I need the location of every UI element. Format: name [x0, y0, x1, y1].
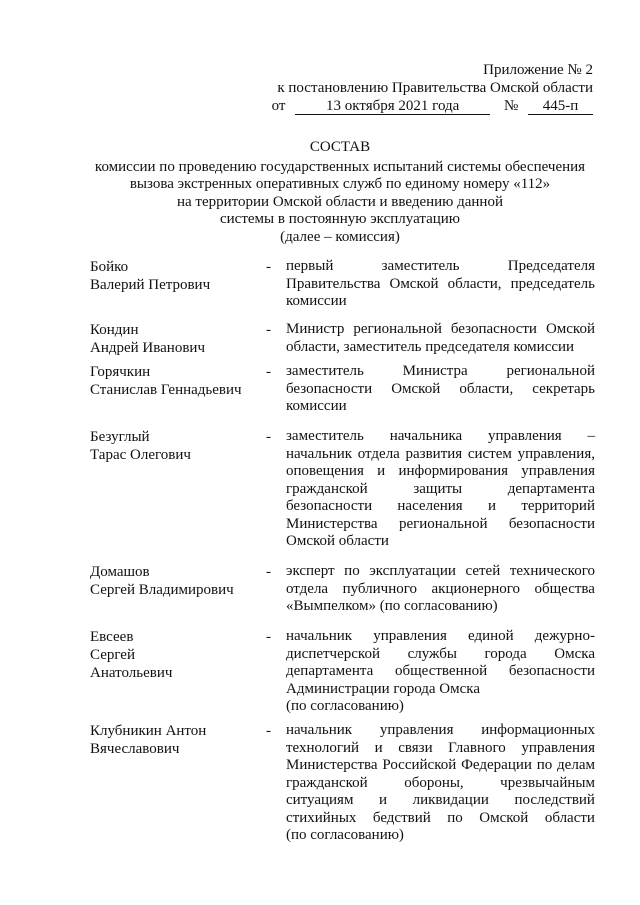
- member-dash: -: [266, 364, 271, 380]
- role-word: Омской: [545, 321, 595, 337]
- member-name: Безуглый Тарас Олегович: [90, 429, 191, 463]
- role-word: диспетчерской: [286, 645, 380, 662]
- role-word: заместитель: [286, 363, 364, 379]
- role-word: управления,: [517, 445, 595, 462]
- member-role: Министр региональной безопасности Омской области, заместитель председателя комиссии: [286, 321, 595, 355]
- role-word: гражданской: [286, 774, 368, 791]
- role-word: по: [447, 809, 463, 826]
- resolution-date: 13 октября 2021 года: [295, 98, 490, 115]
- role-word: последствий: [514, 792, 595, 808]
- appendix-label: Приложение № 2: [483, 62, 593, 78]
- role-word: Омской: [389, 275, 439, 292]
- role-word: ликвидации: [412, 792, 489, 808]
- role-word: управления: [521, 463, 595, 479]
- member-name: Горячкин Станислав Геннадьевич: [90, 364, 242, 398]
- role-word: развития: [405, 445, 463, 462]
- resolution-number: 445-п: [528, 98, 593, 115]
- role-word: бедствий: [372, 809, 431, 826]
- member-dash: -: [266, 429, 271, 445]
- role-word: отдела: [286, 580, 329, 597]
- resolution-label: к постановлению Правительства Омской области: [277, 80, 593, 96]
- role-word: акционерного: [431, 580, 521, 597]
- role-word: управления: [373, 628, 447, 644]
- role-word: Федерации: [461, 757, 532, 773]
- member-role: эксперт по эксплуатации сетей технического отдела публичного акционерного общества «Вымпелком» (по согласованию): [286, 563, 595, 614]
- role-word: делам: [557, 757, 595, 773]
- role-word: управления: [488, 428, 562, 444]
- role-word: безопасности: [508, 515, 595, 532]
- role-word: Председателя: [507, 258, 595, 274]
- title-line: (далее – комиссия): [280, 228, 400, 245]
- member-role: начальник управления информационных технологий и связи Главного управления Министерства Российской Федерации по делам гражданской обороны, чрезвычайным ситуациям и ликвидации последствий стихийных бедствий по Омской области (по согласованию): [286, 722, 595, 843]
- role-word: технологий: [286, 739, 360, 756]
- title-line: комиссии по проведению государственных испытаний системы обеспечения: [94, 158, 586, 175]
- role-word: отдела: [357, 445, 400, 462]
- role-word: и: [487, 498, 497, 514]
- role-word: первый: [286, 258, 334, 274]
- role-word: общества: [534, 580, 595, 597]
- role-word: единой: [467, 628, 514, 644]
- role-word: обороны,: [404, 774, 464, 791]
- role-word: Омской: [391, 380, 441, 397]
- role-word: начальник: [286, 628, 353, 644]
- member-role: начальник управления единой дежурно- диспетчерской службы города Омска департамента общественной безопасности Администрации города Омска (по согласованию): [286, 628, 595, 714]
- role-word: гражданской: [286, 480, 368, 497]
- role-word: систем: [467, 445, 512, 462]
- role-word: эксплуатации: [369, 563, 456, 579]
- role-word: города: [484, 645, 527, 662]
- role-word: территорий: [521, 498, 595, 514]
- role-word: Омска: [554, 645, 595, 662]
- role-word: связи: [398, 739, 433, 756]
- role-word: начальник: [286, 445, 353, 462]
- title-line: системы в постоянную эксплуатацию: [220, 211, 460, 227]
- role-word: эксперт: [286, 563, 335, 579]
- role-word: общественной: [394, 663, 488, 679]
- member-dash: -: [266, 259, 271, 275]
- role-word: департамента: [507, 480, 595, 497]
- role-word: технического: [509, 563, 595, 579]
- role-word: и: [374, 739, 383, 756]
- member-role: заместитель начальника управления – начальник отдела развития систем управления, оповещения и информирования управления гражданской защиты департамента безопасности населения и территорий Министерства региональной безопасности Омской области: [286, 428, 595, 549]
- role-word: публичного: [342, 580, 418, 597]
- role-word: по: [536, 757, 553, 773]
- role-word: дежурно-: [534, 628, 595, 644]
- date-prefix: от: [271, 98, 286, 114]
- member-name: Евсеев Сергей Анатольевич: [90, 629, 173, 681]
- role-word: информирования: [398, 463, 509, 479]
- role-word: по: [344, 563, 360, 579]
- role-word: стихийных: [286, 809, 357, 826]
- title-heading: СОСТАВ: [309, 139, 371, 155]
- role-word: безопасности: [508, 663, 595, 679]
- role-word: начальник: [286, 722, 353, 738]
- role-word: департамента: [286, 663, 374, 679]
- role-word: чрезвычайным: [500, 774, 595, 791]
- role-word: безопасности: [286, 380, 373, 397]
- role-word: –: [587, 428, 595, 444]
- role-word: Главного: [448, 739, 506, 756]
- role-word: начальника: [389, 428, 463, 444]
- title-line: вызова экстренных оперативных служб по единому номеру «112»: [129, 176, 551, 192]
- title-line: на территории Омской области и введению данной: [176, 193, 503, 210]
- role-word: защиты: [413, 480, 463, 497]
- role-word: заместитель: [381, 258, 460, 274]
- role-word: Министерства: [286, 757, 378, 773]
- role-word: безопасности: [450, 321, 537, 337]
- role-word: Правительства: [286, 275, 381, 292]
- role-word: управления: [521, 739, 595, 756]
- role-word: ситуациям: [286, 792, 354, 808]
- role-word: области,: [447, 275, 502, 292]
- role-word: информационных: [481, 722, 595, 738]
- member-name: Домашов Сергей Владимирович: [90, 564, 234, 598]
- role-word: Министра: [402, 363, 468, 379]
- role-word: и: [379, 792, 388, 808]
- member-name: Кондин Андрей Иванович: [90, 322, 205, 356]
- role-word: Омской: [479, 809, 529, 826]
- role-word: региональной: [506, 363, 595, 379]
- member-dash: -: [266, 322, 271, 338]
- member-dash: -: [266, 629, 271, 645]
- role-word: Российской: [382, 757, 457, 773]
- role-word: сетей: [465, 563, 501, 579]
- role-word: населения: [397, 498, 463, 514]
- member-role: первый заместитель Председателя Правительства Омской области, председатель комиссии: [286, 258, 595, 309]
- role-word: Министерства: [286, 515, 378, 532]
- number-prefix: №: [503, 98, 519, 114]
- role-word: региональной: [353, 321, 442, 337]
- role-word: оповещения: [286, 463, 364, 479]
- role-word: и: [377, 463, 386, 479]
- date-number-line: [272, 97, 593, 115]
- role-word: безопасности: [286, 498, 373, 514]
- role-word: председатель: [510, 275, 595, 292]
- member-dash: -: [266, 564, 271, 580]
- role-word: Министр: [286, 321, 345, 337]
- member-name: Клубникин Антон Вячеславович: [90, 723, 207, 757]
- role-word: региональной: [398, 515, 488, 532]
- role-word: секретарь: [532, 380, 595, 397]
- document-title: [60, 139, 620, 246]
- member-name: Бойко Валерий Петрович: [90, 259, 211, 293]
- role-word: управления: [379, 722, 454, 738]
- role-word: области: [544, 809, 595, 826]
- role-word: области,: [459, 380, 514, 397]
- member-role: заместитель Министра региональной безопасности Омской области, секретарь комиссии: [286, 363, 595, 414]
- member-dash: -: [266, 723, 271, 739]
- role-word: заместитель: [286, 428, 364, 444]
- role-word: службы: [407, 645, 457, 662]
